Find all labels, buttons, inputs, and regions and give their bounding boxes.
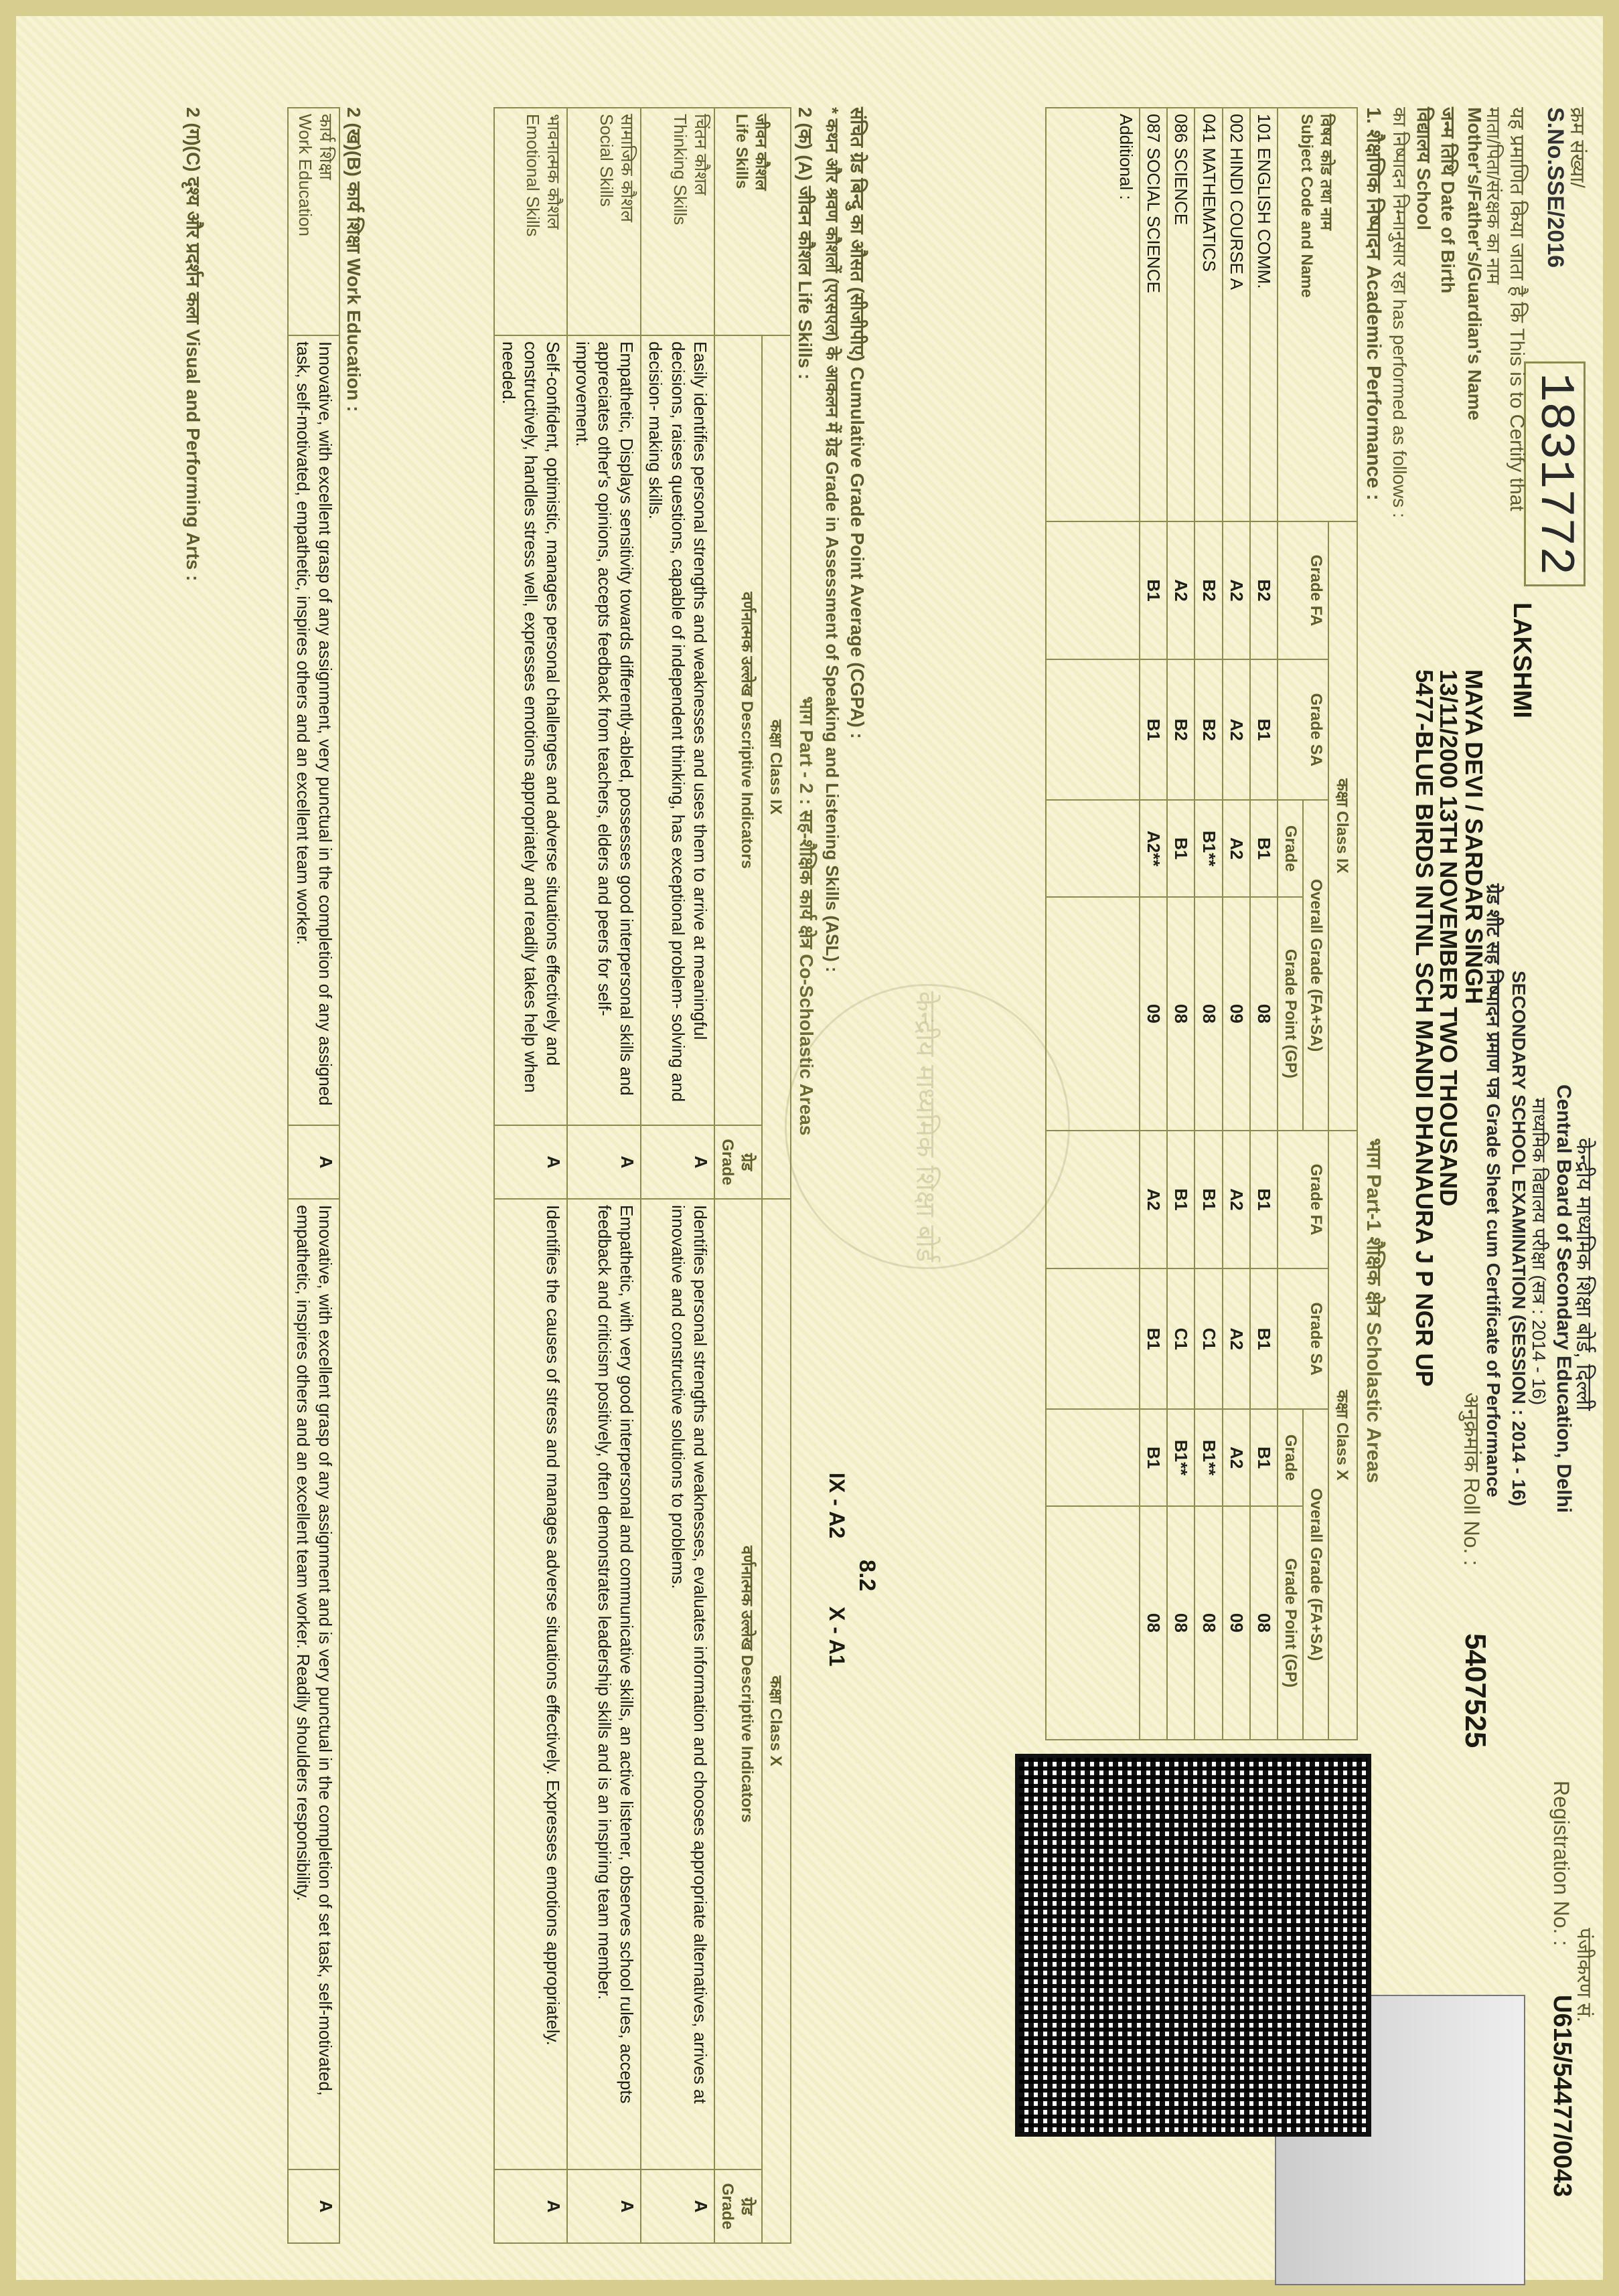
x-grade-header: Grade	[1278, 1409, 1303, 1505]
class9-header: कक्षा Class IX	[1328, 521, 1357, 1131]
gp-cell: 08	[1140, 1506, 1167, 1740]
table-row	[1140, 108, 1167, 1740]
grade-cell: A2	[1223, 800, 1250, 896]
life-label-en: Life Skills	[733, 114, 751, 189]
table-row	[288, 108, 339, 2243]
descriptor-cell: Identifies personal strengths and weaknesses, evaluates information and chooses appropriate alternatives, arrives at innovative and constructive solutions to problems.	[641, 1199, 714, 2169]
ix-grade-header: ग्रेड Grade	[714, 1125, 762, 1199]
table-row	[641, 108, 714, 2243]
parent-label-hi: माता/पिता/संरक्षक का नाम	[1483, 107, 1504, 284]
grade-cell: B1**	[1194, 800, 1222, 896]
school-label: विद्यालय School	[1413, 107, 1434, 231]
subject-cell: 002 HINDI COURSE A	[1223, 108, 1250, 521]
skill-name-hi: भावनात्मक कौशल	[544, 114, 564, 230]
cgpa-label: संचित ग्रेड बिन्दु का औसत (सीजीपीए) Cumulative Grade Point Average (CGPA) :	[847, 107, 868, 739]
grade-cell: B2	[1194, 659, 1222, 800]
skill-name-en: Emotional Skills	[523, 114, 544, 237]
asl-class10-grade: X - A1	[825, 1607, 849, 1667]
life-skills-table	[493, 107, 791, 2244]
ix-desc-header: वर्णनात्मक उल्लेख Descriptive Indicators	[714, 335, 762, 1125]
descriptor-cell: Easily identifies personal strengths and weaknesses and uses them to arrive at meaningful decisions, raises questions, capable of independent thinking, has exceptional problem- solving and decision- making skills.	[641, 335, 714, 1125]
asl-class9-grade: IX - A2	[825, 1473, 849, 1539]
certify-label: यह प्रमाणित किया जाता है कि This is to Certify that	[1506, 107, 1528, 511]
descriptor-cell: Empathetic, with very good interpersonal and communicative skills, an active listener, observes school rules, accepts feedback and criticism positively, often demonstrates leadership skills and is an inspiring team member.	[567, 1199, 641, 2169]
serial-number: 1831772	[1524, 361, 1586, 586]
ix-sa-header: Grade SA	[1278, 659, 1328, 800]
work-label-hi: कार्य शिक्षा	[316, 114, 336, 180]
descriptor-cell: Innovative, with excellent grasp of any assignment and is very punctual in the completion of set task, self-motivated, empathetic, inspires others and an excellent team worker. Readily shoulders responsibility.	[288, 1199, 339, 2169]
grade-cell: A	[567, 2169, 641, 2243]
grade-cell: A2	[1223, 1131, 1250, 1268]
grade-cell: B2	[1167, 659, 1194, 800]
scholastic-header-row	[1328, 108, 1357, 1740]
exam-name-en: SECONDARY SCHOOL EXAMINATION (SESSION : 2014 - 16)	[1509, 971, 1529, 1507]
coscholastic-part-title: भाग Part - 2 : सह-शैक्षिक कार्य क्षेत्र Co-Scholastic Areas	[796, 696, 817, 1136]
grade-cell: A2	[1167, 521, 1194, 659]
grade-cell: C1	[1194, 1268, 1222, 1409]
roll-number: 5407525	[1459, 1633, 1492, 1748]
grade-cell: B1	[1140, 1409, 1167, 1505]
table-row	[1250, 108, 1278, 1740]
grade-cell: B2	[1250, 521, 1278, 659]
grade-cell: B1	[1194, 1131, 1222, 1268]
gp-cell: 08	[1194, 897, 1222, 1131]
x-fa-header: Grade FA	[1278, 1131, 1328, 1268]
date-of-birth: 13/11/2000 13TH NOVEMBER TWO THOUSAND	[1435, 669, 1462, 1207]
work-education-section-title: 2 (ख)(B) कार्य शिक्षा Work Education :	[343, 107, 364, 412]
performed-label: का निष्पादन निम्नानुसार रहा has performed as follows :	[1389, 107, 1410, 518]
seal-text: केन्द्रीय माध्यमिक शिक्षा बोर्ड	[910, 991, 941, 1262]
grade-cell: B1	[1250, 1268, 1278, 1409]
grade-cell: A2	[1223, 659, 1250, 800]
skill-label-cell	[567, 108, 641, 335]
roll-number-label: अनुक्रमांक Roll No. :	[1460, 1392, 1484, 1566]
descriptor-cell: Self-confident, optimistic, manages personal challenges and adverse situations effectively and constructively, handles stress well, expresses emotions appropriately and readily takes help when needed.	[494, 335, 568, 1125]
grade-cell: B1	[1140, 659, 1167, 800]
gp-cell: 08	[1194, 1506, 1222, 1740]
grade-cell: A	[288, 1125, 339, 1199]
subject-header	[1278, 108, 1357, 521]
grade-cell: A	[641, 1125, 714, 1199]
parent-label-en: Mother's/Father's/Guardian's Name	[1464, 107, 1485, 421]
x-gp-header: Grade Point (GP)	[1278, 1506, 1303, 1740]
registration-number: U615/54477/0043	[1548, 1995, 1576, 2198]
additional-label: Additional :	[1046, 108, 1140, 521]
grade-cell: B1	[1250, 1131, 1278, 1268]
grade-cell: B1	[1140, 521, 1167, 659]
ix-overall-header: Overall Grade (FA+SA)	[1303, 800, 1328, 1131]
gp-cell: 09	[1223, 897, 1250, 1131]
life-skills-section-title: 2 (क) (A) जीवन कौशल Life Skills :	[795, 107, 816, 380]
registration-label-en: Registration No. :	[1549, 1781, 1573, 1947]
student-name: LAKSHMI	[1508, 602, 1536, 719]
x-sa-header: Grade SA	[1278, 1268, 1328, 1409]
grade-cell: A	[494, 2169, 568, 2243]
grade-cell: B1	[1250, 800, 1278, 896]
life-skills-header-row	[762, 108, 791, 2243]
ix-grade-header: Grade	[1278, 800, 1303, 896]
board-name-en: Central Board of Secondary Education, Delhi	[1553, 1084, 1575, 1513]
grade-cell: B1**	[1194, 1409, 1222, 1505]
skill-name-en: Social Skills	[597, 114, 617, 207]
work-label-cell	[288, 108, 339, 335]
subject-header-en: Subject Code and Name	[1298, 114, 1316, 298]
ix-gp-header: Grade Point (GP)	[1278, 897, 1303, 1131]
grade-cell: A2	[1223, 521, 1250, 659]
work-education-table	[287, 107, 340, 2244]
gp-cell: 08	[1167, 897, 1194, 1131]
board-seal-watermark	[785, 984, 1070, 1269]
descriptor-cell: Identifies the causes of stress and manages adverse situations effectively. Expresses emotions appropriately.	[494, 1199, 568, 2169]
subject-cell: 101 ENGLISH COMM.	[1250, 108, 1278, 521]
scholastic-part-title: भाग Part-1 शैक्षिक क्षेत्र Scholastic Areas	[1363, 1138, 1385, 1483]
asl-label: * कथन और श्रवण कौशलों (एएसएल) के आकलन में ग्रेड Grade in Assessment of Speaking and Listening Skills (ASL) :	[822, 107, 842, 973]
gp-cell: 08	[1250, 1506, 1278, 1740]
skill-label-cell	[494, 108, 568, 335]
skill-name-hi: सामाजिक कौशल	[617, 114, 638, 222]
skill-name-hi: चिंतन कौशल	[691, 114, 711, 195]
academic-section-title: 1. शैक्षणिक निष्पादन Academic Performance :	[1363, 107, 1385, 501]
grade-cell: B1	[1250, 1409, 1278, 1505]
serial-label-hi: क्रम संख्या/	[1566, 107, 1588, 188]
grade-cell: A	[641, 2169, 714, 2243]
grade-cell: B1	[1250, 659, 1278, 800]
parent-name: MAYA DEVI / SARDAR SINGH	[1460, 669, 1488, 1005]
ix-fa-header: Grade FA	[1278, 521, 1328, 659]
gp-cell: 08	[1167, 1506, 1194, 1740]
exam-name-hi: माध्यमिक विद्यालय परीक्षा (सत्र : 2014 - 16)	[1529, 1098, 1549, 1406]
grade-cell: C1	[1167, 1268, 1194, 1409]
life-skills-header	[714, 108, 791, 335]
gp-cell: 09	[1223, 1506, 1250, 1740]
table-row	[567, 108, 641, 2243]
life-class9-header: कक्षा Class IX	[762, 335, 791, 1199]
skill-label-cell	[641, 108, 714, 335]
table-row	[1167, 108, 1194, 1740]
life-class10-header: कक्षा Class X	[762, 1199, 791, 2243]
table-row	[1194, 108, 1222, 1740]
work-label-en: Work Education	[295, 114, 315, 237]
grade-cell: A	[288, 2169, 339, 2243]
cgpa-value: 8.2	[854, 1560, 880, 1592]
grade-cell: A2**	[1140, 800, 1167, 896]
life-label-hi: जीवन कौशल	[752, 114, 771, 191]
gp-cell: 09	[1140, 897, 1167, 1131]
scholastic-table	[1045, 107, 1358, 1740]
skill-name-en: Thinking Skills	[670, 114, 690, 226]
grade-cell: B1	[1167, 1131, 1194, 1268]
grade-cell: B1	[1167, 800, 1194, 896]
gp-cell: 08	[1250, 897, 1278, 1131]
table-row	[1223, 108, 1250, 1740]
grade-cell: B2	[1194, 521, 1222, 659]
subject-cell: 087 SOCIAL SCIENCE	[1140, 108, 1167, 521]
additional-row	[1046, 108, 1140, 1740]
grade-cell: A2	[1140, 1131, 1167, 1268]
life-skills-subheader-row	[714, 108, 762, 2243]
grade-cell: A2	[1223, 1268, 1250, 1409]
board-name-hi: केन्द्रीय माध्यमिक शिक्षा बोर्ड, दिल्ली	[1572, 1138, 1596, 1411]
visual-arts-section-title: 2 (ग)(C) दृश्य और प्रदर्शन कला Visual and Performing Arts :	[183, 107, 204, 582]
certificate-title: ग्रेड शीट सह निष्पादन प्रमाण पत्र Grade Sheet cum Certificate of Performance	[1483, 884, 1504, 1497]
grade-cell: A2	[1223, 1409, 1250, 1505]
verification-qr-code	[1015, 1754, 1371, 2137]
x-desc-header: वर्णनात्मक उल्लेख Descriptive Indicators	[714, 1199, 762, 2169]
grade-cell: A	[494, 1125, 568, 1199]
table-row	[494, 108, 568, 2243]
x-grade-header: ग्रेड Grade	[714, 2169, 762, 2243]
class10-header: कक्षा Class X	[1328, 1131, 1357, 1740]
subject-cell: 086 SCIENCE	[1167, 108, 1194, 521]
grade-cell: B1	[1140, 1268, 1167, 1409]
subject-header-hi: विषय कोड तथा नाम	[1317, 114, 1335, 230]
registration-label-hi: पंजीकरण सं.	[1573, 1928, 1595, 2023]
grade-cell: B1**	[1167, 1409, 1194, 1505]
subject-cell: 041 MATHEMATICS	[1194, 108, 1222, 521]
school-name: 5477-BLUE BIRDS INTNL SCH MANDI DHANAURA J P NGR UP	[1411, 669, 1438, 1387]
descriptor-cell: Empathetic, Displays sensitivity towards differently-abled, possesses good interpersonal skills and appreciates other's opinions, accepts feedback from teachers, elders and peers for self-improvement.	[567, 335, 641, 1125]
grade-cell: A	[567, 1125, 641, 1199]
dob-label: जन्म तिथि Date of Birth	[1438, 107, 1458, 294]
serial-label-en: S.No.SSE/2016	[1543, 107, 1568, 268]
x-overall-header: Overall Grade (FA+SA)	[1303, 1409, 1328, 1740]
descriptor-cell: Innovative, with excellent grasp of any assignment, very punctual in the completion of any assigned task, self-motivated, empathetic, inspires others and an excellent team worker.	[288, 335, 339, 1125]
